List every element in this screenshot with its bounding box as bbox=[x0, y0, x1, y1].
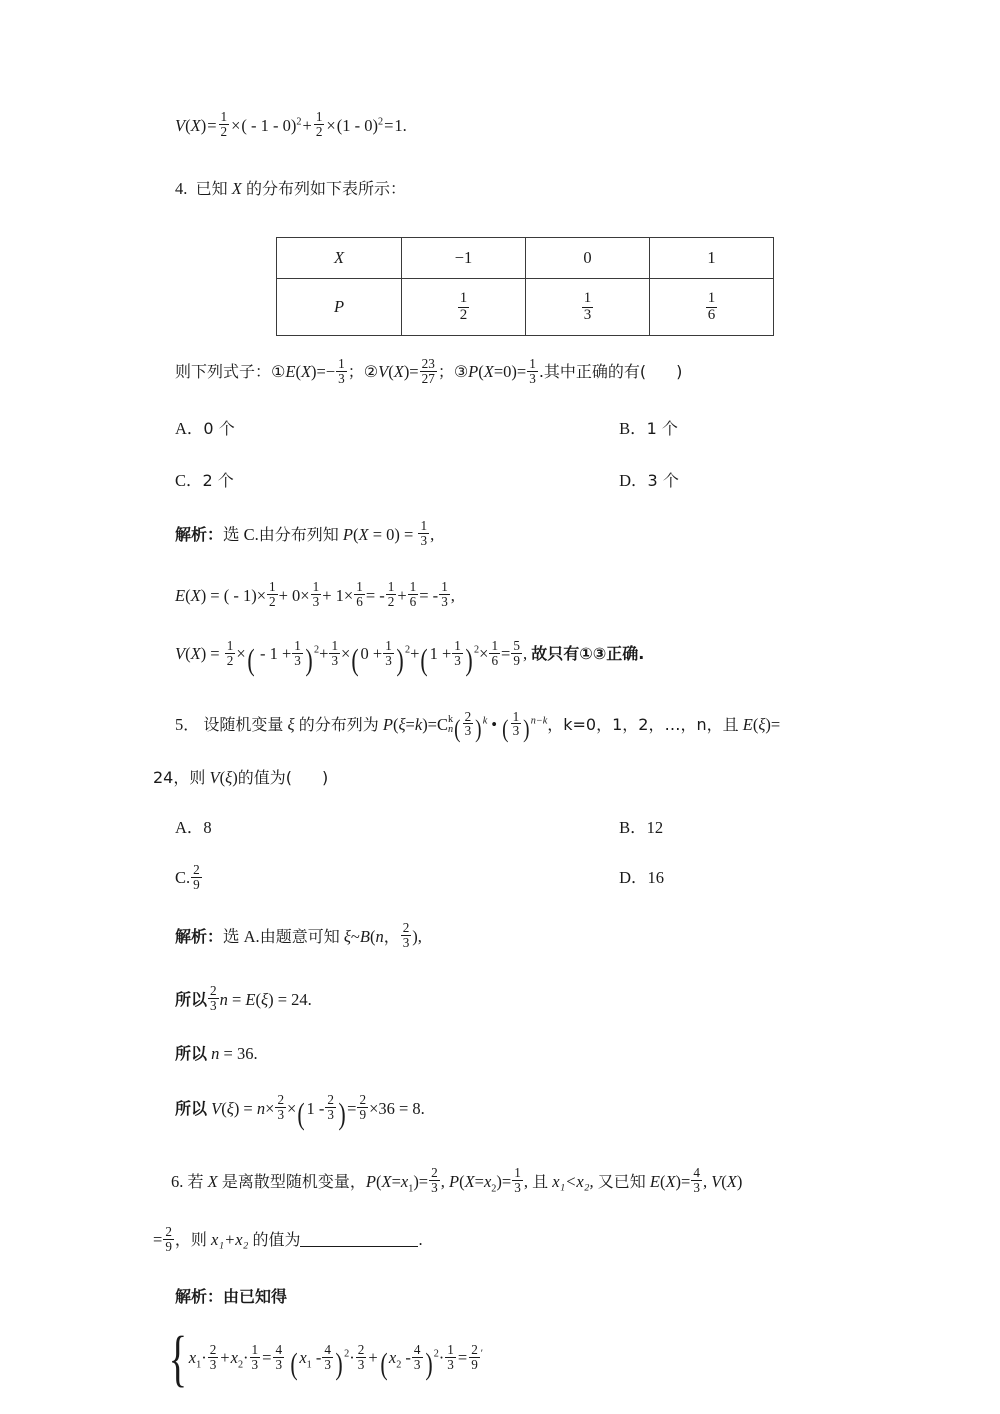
system-equation-1: $x_1\cdot$ $\frac{2}{3}$ $+x_2\cdot$ $\frac{1}{3}$ = $\frac{4}{3}$ bbox=[188, 1341, 283, 1372]
q6-solution-label-line: 解析：由已知得 bbox=[175, 1287, 288, 1307]
q4-solution-ex: E(X) = ( - 1)× $\frac{1}{2}$ + 0× $\frac{1}{3}$ + 1× $\frac{1}{6}$ = - $\frac{1}{2}$ + $\frac{1}{6}$ = - $\frac{1}{3}$ , bbox=[175, 579, 455, 609]
q4-option-d[interactable]: D．3 个 bbox=[619, 470, 679, 490]
q4-solution-line-1: 解析：选 C.由分布列知 P(X = 0) = $\frac{1}{3}$ , bbox=[175, 518, 435, 549]
page-content bbox=[153, 109, 875, 1393]
table-row-x bbox=[277, 238, 774, 279]
table-cell-label-x: X bbox=[277, 238, 402, 279]
q5-solution-label: 解析： bbox=[175, 927, 224, 947]
q4-solution-label: 解析： bbox=[175, 524, 224, 544]
q4-stem-prefix: 已知 bbox=[195, 178, 228, 198]
q5-solution-line-3: 所以 n = 36. bbox=[175, 1044, 258, 1064]
table-cell-label-p: P bbox=[277, 279, 402, 336]
q4-stem-suffix: 的分布列如下表所示： bbox=[245, 178, 406, 198]
distribution-table-wrapper bbox=[175, 237, 875, 336]
table-cell-p-1: $\frac{1}{3}$ bbox=[526, 279, 650, 336]
q4-options-row-2 bbox=[175, 467, 875, 491]
q5-solution-line-4: 所以 V(ξ) = n× $\frac{2}{3}$ ×(1 - $\frac{2}{3}$ )= $\frac{2}{9}$ ×36 = 8. bbox=[175, 1092, 425, 1132]
formula-vx-top: V(X)= $\frac{1}{2}$ ×( - 1 - 0)$^2$+ $\frac{1}{2}$ ×(1 - 0)$^2$=1. bbox=[175, 109, 407, 140]
system-equation-2: ($x_1$ - $\frac{4}{3}$ )$^2$· $\frac{2}{3}$ $+(x_2$ - $\frac{4}{3}$ )$^2$· $\frac{1}{3}$ = $\frac{2}{9}$ ′ bbox=[290, 1341, 484, 1381]
q6-equation-system bbox=[163, 1324, 875, 1393]
q5-option-b[interactable]: B．12 bbox=[619, 818, 664, 838]
q5-solution-line-2: 所以 $\frac{2}{3}$ n = E(ξ) = 24. bbox=[175, 983, 312, 1014]
q5-option-a[interactable]: A．8 bbox=[175, 818, 212, 838]
table-cell-p-0: $\frac{1}{2}$ bbox=[402, 279, 526, 336]
question-6-stem-cont: = $\frac{2}{9}$ ，则 x₁+x₂ 的值为 . bbox=[153, 1223, 423, 1254]
question-4-stem: 4. 已知 X 的分布列如下表所示： bbox=[175, 178, 406, 198]
q4-conclusion: 故只有①③正确. bbox=[531, 644, 645, 664]
question-6-stem: 6. 若 X 是离散型随机变量，$P(X=x_1)=$ $\frac{2}{3}$ , $P(X=x_2)=$ $\frac{1}{3}$ , 且 x₁<x₂, 又已知 E(X)= $\frac{4}{3}$ , V(X) bbox=[171, 1165, 743, 1195]
q5-options-row-2 bbox=[175, 861, 875, 893]
q5-solution-line-1: 解析：选 A.由题意可知 ξ~B(n， $\frac{2}{3}$ ), bbox=[175, 920, 422, 951]
q4-option-b[interactable]: B．1 个 bbox=[619, 418, 678, 438]
q5-options-row-1 bbox=[175, 814, 875, 838]
table-row-p bbox=[277, 279, 774, 336]
distribution-table bbox=[276, 237, 774, 336]
question-5-stem-cont: 24，则 V(ξ)的值为( ) bbox=[153, 767, 329, 787]
q4-statement-line: 则下列式子：①E(X)=− $\frac{1}{3}$ ；②V(X)= $\frac{23}{27}$ ；③P(X=0)= $\frac{1}{3}$ .其中正确的有( ) bbox=[175, 355, 683, 386]
q5-option-d[interactable]: D．16 bbox=[619, 868, 665, 888]
q4-options-row-1 bbox=[175, 415, 875, 439]
question-6-number: 6. bbox=[171, 1171, 184, 1191]
question-5-number: 5 bbox=[175, 715, 184, 735]
table-cell-p-2: $\frac{1}{6}$ bbox=[650, 279, 774, 336]
left-brace: { bbox=[168, 1324, 188, 1393]
q4-solution-vx: V(X) = $\frac{1}{2}$ ×( - 1 + $\frac{1}{3}$ )$^2$+ $\frac{1}{3}$ ×(0 + $\frac{1}{3}$ )$^2$+(1 + $\frac{1}{3}$ )$^2$× $\frac{1}{6}$ = $\frac{5}{9}$ , 故只有①③正确. bbox=[175, 637, 645, 677]
table-cell-x-1: 0 bbox=[526, 238, 650, 279]
q6-solution-label: 解析： bbox=[175, 1287, 224, 1307]
table-cell-x-0: −1 bbox=[402, 238, 526, 279]
question-5-stem: 5． 设随机变量 ξ 的分布列为 P(ξ=k)=C k n ( $\frac{2}{3}$ )$^k$ • ( $\frac{1}{3}$ )$^{n-k}$，k=0，1，2，…，n，且 E(ξ)= bbox=[175, 708, 781, 744]
q5-option-c[interactable]: C. $\frac{2}{9}$ bbox=[175, 861, 200, 892]
q4-option-a[interactable]: A．0 个 bbox=[175, 418, 235, 438]
question-4-number: 4 bbox=[175, 178, 184, 198]
q4-option-c[interactable]: C．2 个 bbox=[175, 470, 234, 490]
answer-blank[interactable] bbox=[300, 1246, 418, 1247]
table-cell-x-2: 1 bbox=[650, 238, 774, 279]
q4-stem-variable: X bbox=[231, 178, 242, 198]
